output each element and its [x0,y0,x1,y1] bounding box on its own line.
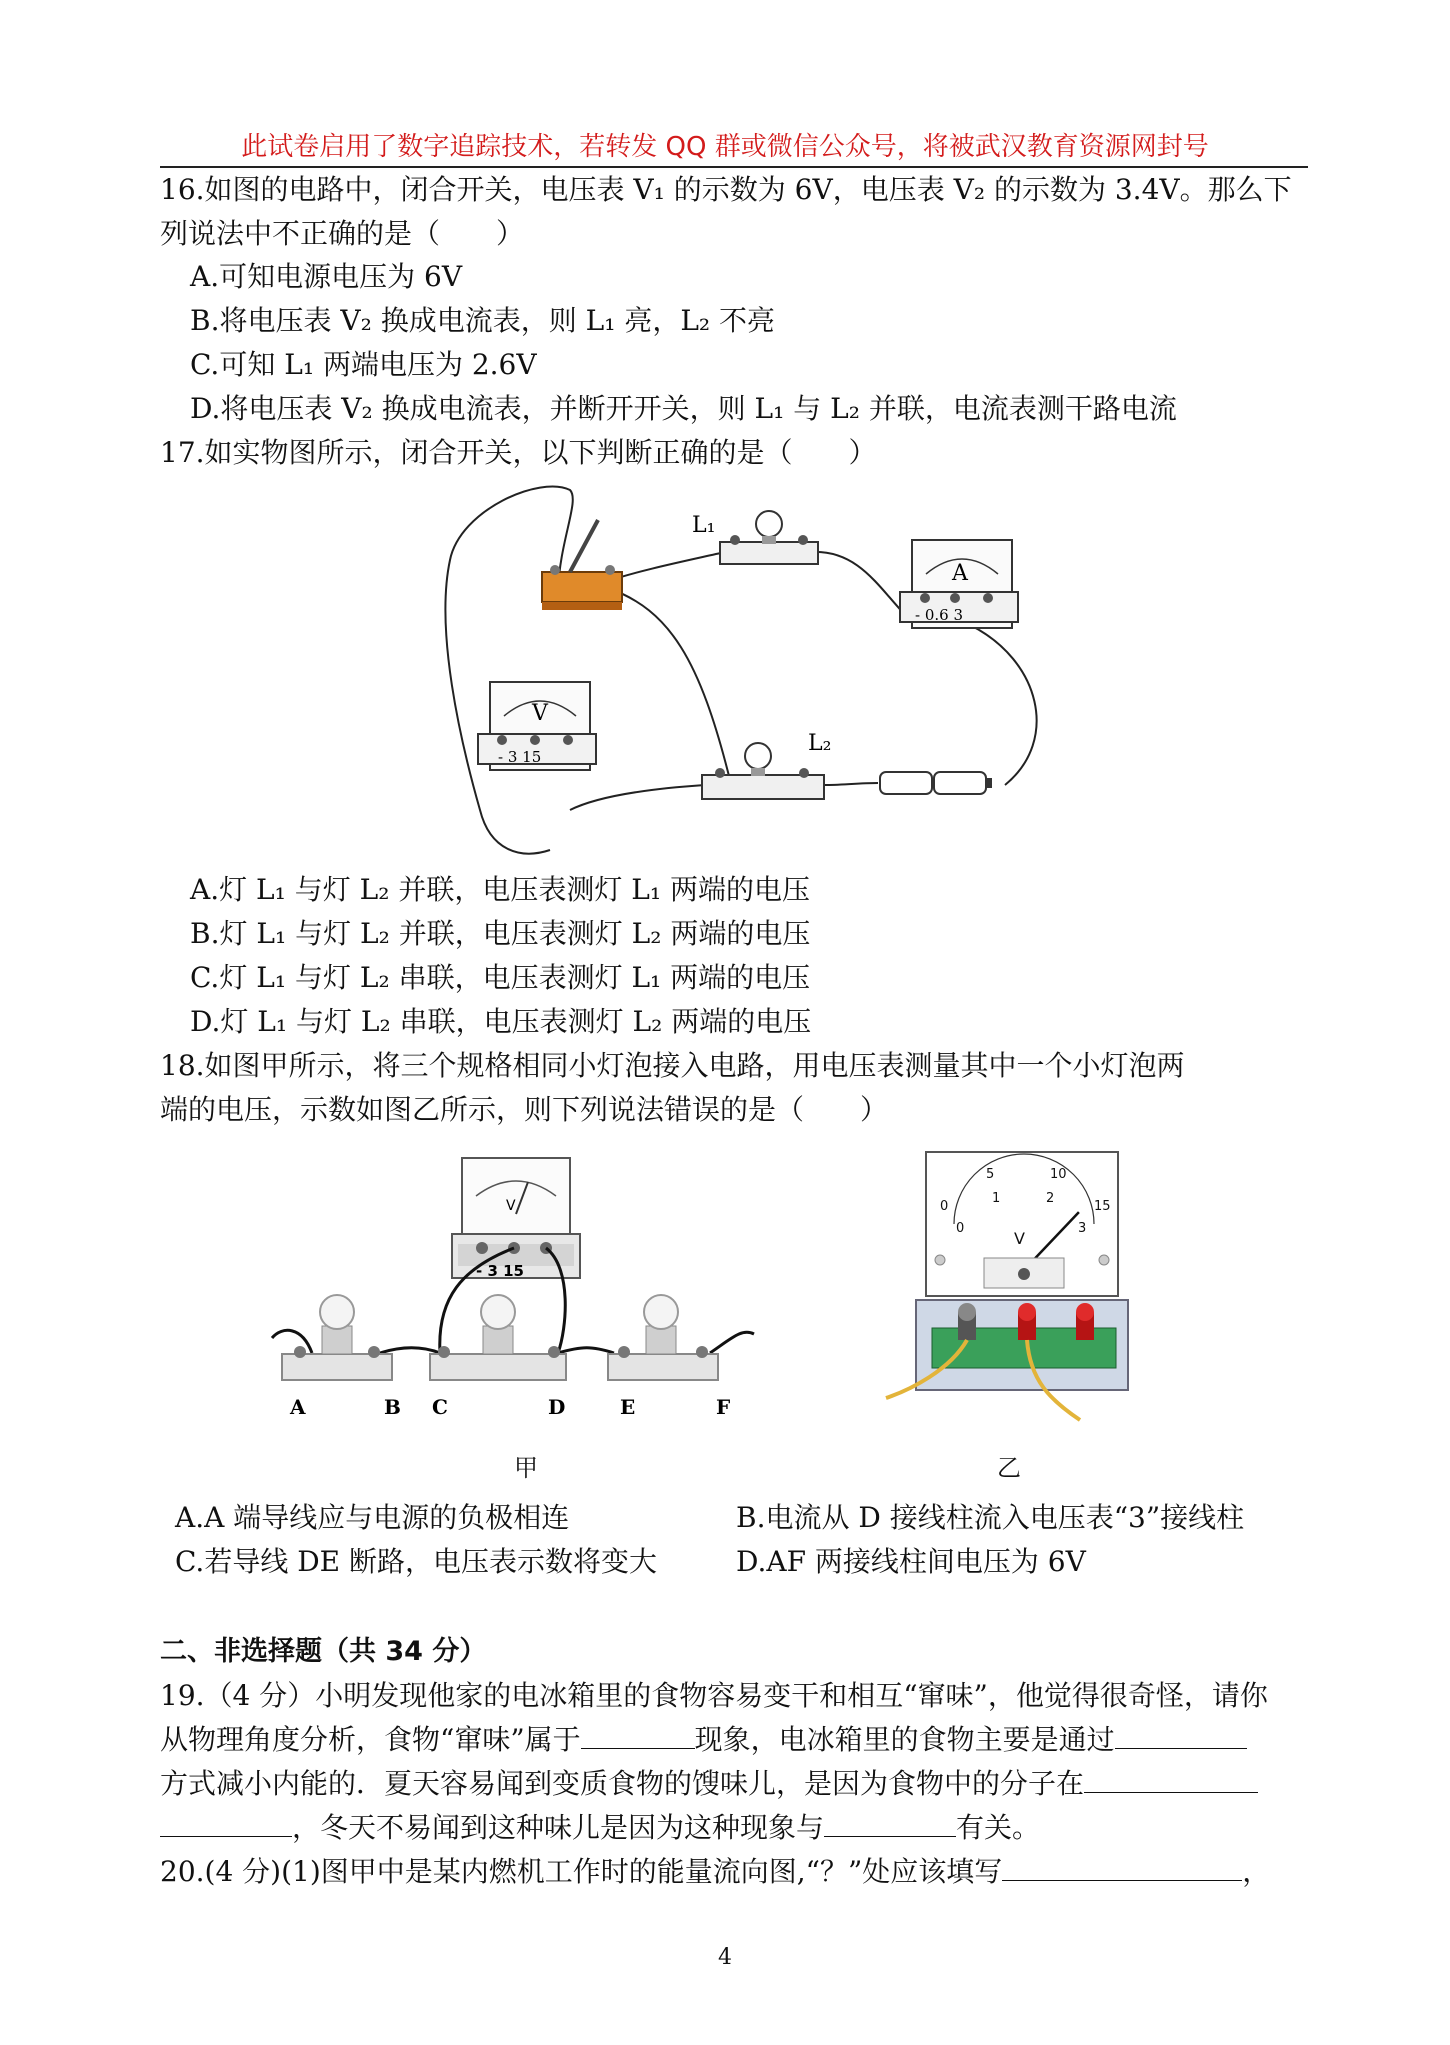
terminal-d: D [548,1395,566,1419]
q20-line1-text: 20.(4 分)(1)图甲中是某内燃机工作时的能量流向图,“？”处应该填写 [160,1855,1003,1888]
yi-upper-tick-10: 10 [1050,1167,1067,1182]
jia-bulb-cd [430,1295,566,1380]
wire-voltmeter-to-l2 [570,785,705,810]
jia-bulb-ef [608,1295,718,1380]
lamp-l1 [720,511,818,564]
q19-line2 [160,1718,1247,1762]
q17-option-c: C.灯 L₁ 与灯 L₂ 串联，电压表测灯 L₁ 两端的电压 [190,961,811,994]
q18-option-a: A.A 端导线应与电源的负极相连 [175,1501,570,1534]
yi-upper-tick-15: 15 [1094,1199,1111,1214]
q17-option-d: D.灯 L₁ 与灯 L₂ 串联，电压表测灯 L₂ 两端的电压 [190,1005,812,1038]
yi-lower-tick-0: 0 [956,1221,965,1236]
q16-option-c: C.可知 L₁ 两端电压为 2.6V [190,348,537,381]
q17-option-b: B.灯 L₁ 与灯 L₂ 并联，电压表测灯 L₂ 两端的电压 [190,917,811,950]
q18-figure-jia [262,1148,782,1430]
q16-option-b: B.将电压表 V₂ 换成电流表，则 L₁ 亮，L₂ 不亮 [190,304,776,337]
jia-meter-label: V [506,1198,516,1214]
q20-line1 [160,1850,1270,1894]
terminal-f: F [716,1395,731,1419]
wire-l1-to-ammeter [812,552,910,620]
voltmeter-terminals: - 3 15 [498,748,542,766]
jia-bulb-ab [282,1295,392,1380]
wire-ammeter-to-battery [970,625,1037,785]
caption-jia: 甲 [514,1454,538,1482]
q19-line3 [160,1762,1258,1806]
yi-upper-tick-5: 5 [986,1167,995,1182]
yi-terminal-15 [1076,1303,1094,1340]
terminal-a: A [290,1395,306,1419]
q20-blank-1[interactable] [1002,1850,1242,1881]
ammeter-label: A [952,561,968,586]
q19-line4-b: 有关。 [956,1811,1041,1844]
q17-stem: 17.如实物图所示，闭合开关，以下判断正确的是（ ） [160,436,877,469]
yi-lower-tick-1: 1 [992,1191,1001,1206]
wire-l2-to-battery [825,783,878,785]
q18-option-d: D.AF 两接线柱间电压为 6V [736,1545,1086,1578]
label-l1: L₁ [692,513,716,538]
q18-option-c: C.若导线 DE 断路，电压表示数将变大 [175,1545,658,1578]
page-number: 4 [718,1945,732,1970]
q16-stem-line1: 16.如图的电路中，闭合开关，电压表 V₁ 的示数为 6V，电压表 V₂ 的示数为 3.4V。那么下 [160,173,1292,206]
terminal-b: B [384,1395,401,1419]
q19-line2-b: 现象，电冰箱里的食物主要是通过 [694,1723,1115,1756]
yi-unit: V [1014,1229,1025,1248]
q18-figure-yi [880,1140,1130,1430]
label-l2: L₂ [808,731,832,756]
q16-option-d: D.将电压表 V₂ 换成电流表，并断开开关，则 L₁ 与 L₂ 并联，电流表测干路电流 [190,392,1177,425]
terminal-c: C [432,1395,448,1419]
q19-line3-a: 方式减小内能的．夏天容易闻到变质食物的馊味儿，是因为食物中的分子在 [160,1767,1085,1800]
jia-voltmeter [452,1158,580,1278]
yi-terminal-neg [958,1303,976,1340]
q20-line1-tail: ， [1242,1855,1271,1888]
q19-line1: 19.（4 分）小明发现他家的电冰箱里的食物容易变干和相互“窜味”，他觉得很奇怪，请你 [160,1679,1268,1712]
terminal-e: E [620,1395,636,1419]
caption-yi: 乙 [997,1454,1021,1482]
yi-lower-tick-2: 2 [1046,1191,1055,1206]
q19-blank-4[interactable] [824,1806,956,1837]
wire-switch-loop [445,486,572,853]
voltmeter-label: V [532,701,548,726]
anti-copy-banner: 此试卷启用了数字追踪技术，若转发 QQ 群或微信公众号，将被武汉教育资源网封号 [241,132,1209,162]
q18-stem-line2: 端的电压，示数如图乙所示，则下列说法错误的是（ ） [160,1093,889,1126]
q16-option-a: A.可知电源电压为 6V [190,260,463,293]
q18-option-b: B.电流从 D 接线柱流入电压表“3”接线柱 [736,1501,1245,1534]
q19-line4 [160,1806,1040,1850]
section2-title: 二、非选择题（共 34 分） [160,1636,487,1667]
q16-stem-line2: 列说法中不正确的是（ ） [160,217,525,250]
wire-switch-to-l2 [608,588,730,780]
q17-circuit-figure [440,480,1050,860]
ammeter-terminals: - 0.6 3 [915,606,964,624]
yi-terminal-3 [1018,1303,1036,1340]
yi-lower-tick-3: 3 [1078,1221,1087,1236]
q19-blank-3a[interactable] [1084,1762,1258,1793]
knife-switch [542,520,622,610]
lamp-l2 [702,743,824,799]
yi-upper-tick-0: 0 [940,1199,949,1214]
battery [880,772,992,794]
q19-blank-3b[interactable] [160,1806,292,1837]
q19-line4-a: ，冬天不易闻到这种味儿是因为这种现象与 [292,1811,825,1844]
q19-blank-1[interactable] [581,1718,695,1749]
q19-blank-2[interactable] [1115,1718,1247,1749]
q18-stem-line1: 18.如图甲所示，将三个规格相同小灯泡接入电路，用电压表测量其中一个小灯泡两 [160,1049,1185,1082]
jia-meter-terminals: - 3 15 [476,1262,524,1280]
q17-option-a: A.灯 L₁ 与灯 L₂ 并联，电压表测灯 L₁ 两端的电压 [190,873,810,906]
q19-line2-a: 从物理角度分析，食物“窜味”属于 [160,1723,581,1756]
